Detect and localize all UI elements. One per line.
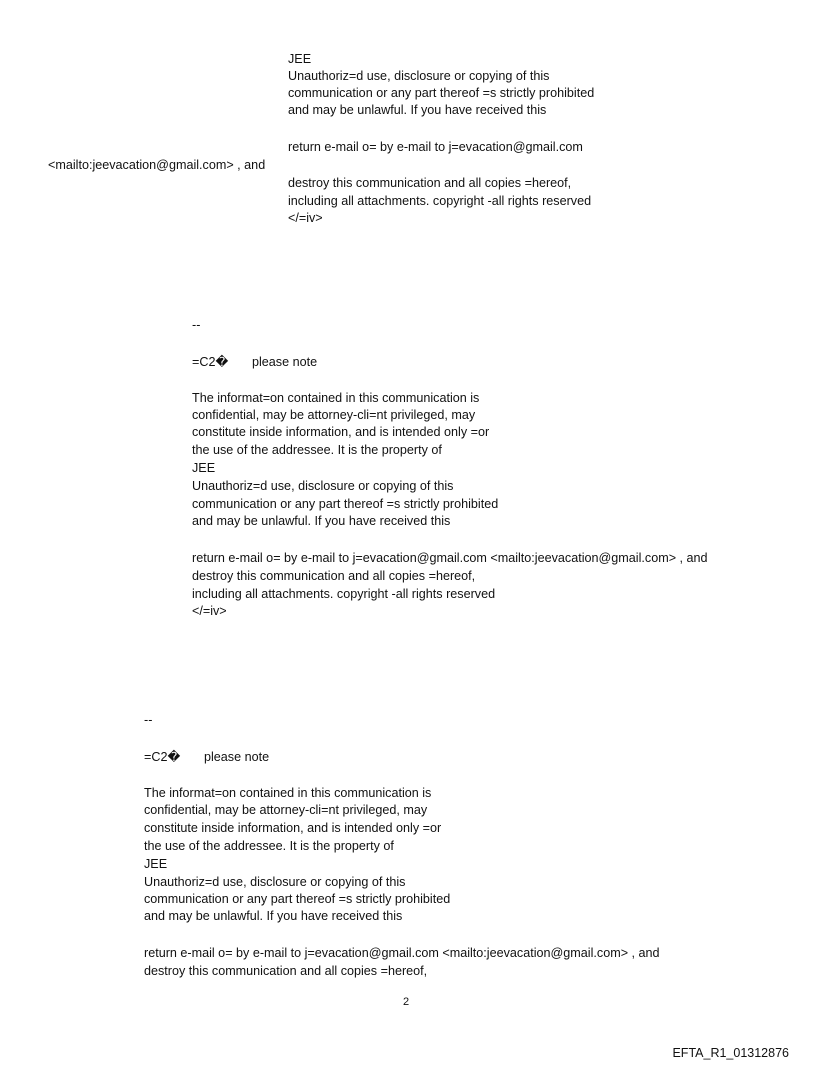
text-line: JEE <box>288 52 312 66</box>
text-line: The informat=on contained in this communication is <box>192 391 480 405</box>
text-line: communication or any part thereof =s strictly prohibited <box>192 497 499 511</box>
text-line: confidential, may be attorney-cli=nt privileged, may <box>144 803 428 817</box>
text-line: return e-mail o= by e-mail to j=evacation@gmail.com <mailto:jeevacation@gmail.com> , and <box>144 946 660 960</box>
text-line: constitute inside information, and is intended only =or <box>144 821 442 835</box>
note-heading: please note <box>252 355 318 369</box>
text-line: confidential, may be attorney-cli=nt privileged, may <box>192 408 476 422</box>
text-line: communication or any part thereof =s strictly prohibited <box>288 86 595 100</box>
separator-text: -- <box>192 318 201 332</box>
text-line: including all attachments. copyright -all rights reserved <box>288 194 592 208</box>
text-line: including all attachments. copyright -all rights reserved <box>192 587 496 601</box>
text-line: JEE <box>192 461 216 475</box>
text-line: and may be unlawful. If you have received this <box>288 103 547 117</box>
text-line: and may be unlawful. If you have received this <box>144 909 403 923</box>
text-line: destroy this communication and all copies =hereof, <box>192 569 476 583</box>
text-line: constitute inside information, and is intended only =or <box>192 425 490 439</box>
text-line: Unauthoriz=d use, disclosure or copying of this <box>288 69 550 83</box>
encoded-chars: =C2� <box>192 355 229 369</box>
encoded-chars: =C2� <box>144 750 181 764</box>
text-line: </=iv> <box>288 211 323 225</box>
text-line: destroy this communication and all copies =hereof, <box>288 176 572 190</box>
text-line: the use of the addressee. It is the property of <box>144 839 394 853</box>
text-line: <mailto:jeevacation@gmail.com> , and <box>48 158 266 172</box>
document-id: EFTA_R1_01312876 <box>672 1046 789 1060</box>
text-line: Unauthoriz=d use, disclosure or copying of this <box>192 479 454 493</box>
text-line: and may be unlawful. If you have received this <box>192 514 451 528</box>
text-line: return e-mail o= by e-mail to j=evacation@gmail.com <mailto:jeevacation@gmail.com> , and <box>192 551 708 565</box>
note-heading: please note <box>204 750 270 764</box>
text-line: destroy this communication and all copies =hereof, <box>144 964 428 978</box>
text-line: JEE <box>144 857 168 871</box>
separator-text: -- <box>144 713 153 727</box>
page-number: 2 <box>403 996 410 1008</box>
text-line: </=iv> <box>192 604 227 618</box>
text-line: Unauthoriz=d use, disclosure or copying of this <box>144 875 406 889</box>
text-line: communication or any part thereof =s strictly prohibited <box>144 892 451 906</box>
text-line: The informat=on contained in this communication is <box>144 786 432 800</box>
text-line: return e-mail o= by e-mail to j=evacation@gmail.com <box>288 140 583 154</box>
text-line: the use of the addressee. It is the property of <box>192 443 442 457</box>
